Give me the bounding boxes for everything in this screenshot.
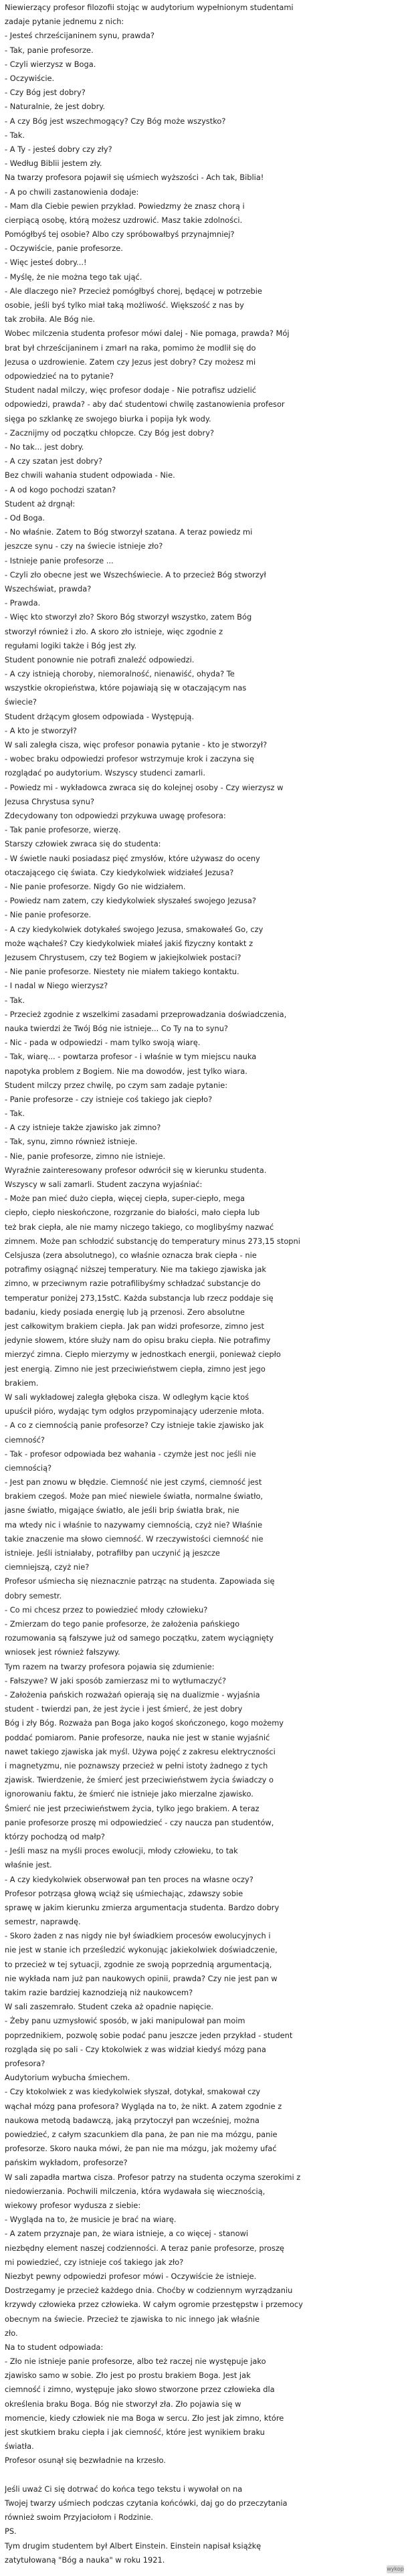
text-line: naukowa metodą badawczą, jaką przytoczył pan wcześniej, można bbox=[5, 2115, 260, 2125]
watermark-badge: wykop bbox=[387, 2566, 404, 2572]
text-line: - Oczywiście. bbox=[5, 73, 55, 83]
text-line: świecie? bbox=[5, 697, 37, 707]
text-line: sprawę w jakim kierunku zmierza argumentacja studenta. Bardzo dobry bbox=[5, 1902, 280, 1912]
text-line: - Od Boga. bbox=[5, 513, 45, 523]
text-line: otaczającego cię świata. Czy kiedykolwiek widziałeś Jezusa? bbox=[5, 867, 234, 877]
text-line: Tym drugim studentem był Albert Einstein. Einstein napisał książkę bbox=[5, 2541, 262, 2551]
text-line: ciemniejszą, czyż nie? bbox=[5, 1562, 90, 1572]
text-line: Pomógłbyś tej osobie? Albo czy spróbowałbyś przynajmniej? bbox=[5, 229, 235, 240]
text-line: upuścił pióro, wydając tym odgłos przypominający uderzenie młota. bbox=[5, 1406, 264, 1416]
text-line: - Czy Bóg jest dobry? bbox=[5, 88, 86, 98]
text-line: ciemność? bbox=[5, 1435, 45, 1445]
text-line: - Tak. bbox=[5, 995, 25, 1005]
text-line: wszystkie okropieństwa, które pojawiają się w otaczającym nas bbox=[5, 683, 247, 693]
text-line: Dostrzegamy je przecież każdego dnia. Choćby w codziennym wyrządzaniu bbox=[5, 2286, 293, 2296]
text-line: - A czy szatan jest dobry? bbox=[5, 456, 103, 466]
text-line: - Jest pan znowu w błędzie. Ciemność nie jest czymś, ciemność jest bbox=[5, 1477, 262, 1487]
text-line: wąchał mózg pana profesora? Wygląda na to, że nikt. A zatem zgodnie z bbox=[5, 2101, 282, 2111]
text-line: Zdecydowany ton odpowiedzi przykuwa uwagę profesora: bbox=[5, 811, 226, 821]
text-line: którzy pochodzą od małp? bbox=[5, 1831, 105, 1841]
text-line: Jezusa Chrystusa synu? bbox=[5, 796, 95, 806]
text-line: - Czyli wierzysz w Boga. bbox=[5, 59, 96, 69]
text-line: - Wygląda na to, że musicie je brać na wiarę. bbox=[5, 2215, 177, 2225]
text-line: - Nic - pada w odpowiedzi - mam tylko swoją wiarę. bbox=[5, 1038, 201, 1048]
text-line: - Jesteś chrześcijaninem synu, prawda? bbox=[5, 31, 155, 41]
text-line: nauka twierdzi że Twój Bóg nie istnieje... Co Ty na to synu? bbox=[5, 1023, 228, 1033]
text-line: zatytułowaną "Bóg a nauka" w roku 1921. bbox=[5, 2555, 165, 2565]
text-line: brakiem czegoś. Może pan mieć niewiele światła, normalne światło, bbox=[5, 1491, 264, 1501]
text-line: - Więc jesteś dobry...! bbox=[5, 258, 87, 268]
text-line: - Zmierzam do tego panie profesorze, że założenia pańskiego bbox=[5, 1619, 240, 1629]
text-line: profesora? bbox=[5, 2059, 45, 2069]
text-line: W sali wykładowej zaległa głęboka cisza. W odległym kącie ktoś bbox=[5, 1392, 249, 1402]
text-line: - A po chwili zastanowienia dodaje: bbox=[5, 187, 139, 197]
text-line: powiedzieć, z całym szacunkiem dla pana, że pan nie ma mózgu, panie bbox=[5, 2130, 278, 2139]
text-line: - Tak - profesor odpowiada bez wahania - czymże jest noc jeśli nie bbox=[5, 1449, 256, 1459]
text-line: jest energią. Zimno nie jest przeciwieństwem ciepła, zimno jest jego bbox=[5, 1364, 266, 1374]
text-line: semestr, naprawdę. bbox=[5, 1917, 81, 1927]
text-line: - A czy kiedykolwiek obserwował pan ten proces na własne oczy? bbox=[5, 1874, 253, 1884]
text-line: zadaje pytanie jednemu z nich: bbox=[5, 17, 124, 27]
text-line: temperatur poniżej 273,15stC. Każda substancja lub rzecz poddaje się bbox=[5, 1293, 274, 1303]
text-line: rozglądać po audytorium. Wszyscy studenci zamarli. bbox=[5, 768, 205, 778]
text-line: tak zrobiła. Ale Bóg nie. bbox=[5, 314, 96, 325]
text-line: ciemnością? bbox=[5, 1463, 52, 1473]
text-line: poddać pomiarom. Panie profesorze, nauka nie jest w stanie wyjaśnić bbox=[5, 1732, 270, 1742]
text-line: Bez chwili wahania student odpowiada - Nie. bbox=[5, 470, 175, 480]
text-line: - Czy ktokolwiek z was kiedykolwiek słyszał, dotykał, smakował czy bbox=[5, 2087, 261, 2097]
text-line: Tym razem na twarzy profesora pojawia się zdumienie: bbox=[5, 1661, 215, 1671]
text-line: Student milczy przez chwilę, po czym sam zadaje pytanie: bbox=[5, 1080, 228, 1090]
text-line: - wobec braku odpowiedzi profesor wstrzymuje krok i zaczyna się bbox=[5, 754, 254, 764]
text-line: osobie, jeśli byś tylko miał taką możliwość. Większość z nas by bbox=[5, 300, 244, 310]
text-line: Student ponownie nie potrafi znaleźć odpowiedzi. bbox=[5, 654, 195, 664]
text-line: rozgląda się po sali - Czy ktokolwiek z was widział kiedyś mózg pana bbox=[5, 2044, 266, 2054]
text-line: Na twarzy profesora pojawił się uśmiech wyższości - Ach tak, Biblia! bbox=[5, 173, 264, 183]
text-line: obecnym na świecie. Przecież te zjawiska to nic innego jak właśnie bbox=[5, 2314, 260, 2324]
text-line: - Tak, wiarę... - powtarza profesor - i właśnie w tym miejscu nauka bbox=[5, 1052, 257, 1062]
text-line: zjawisk. Twierdzenie, że śmierć jest przeciwieństwem życia świadczy o bbox=[5, 1775, 274, 1785]
text-line: Twojej twarzy uśmiech podczas czytania końcówki, daj go do przeczytania bbox=[5, 2498, 288, 2508]
text-line: Audytorium wybucha śmiechem. bbox=[5, 2073, 130, 2083]
text-line: Wszechświat, prawda? bbox=[5, 583, 92, 593]
text-line: student - twierdzi pan, że jest życie i jest śmierć, że jest dobry bbox=[5, 1704, 243, 1714]
text-line: - Tak, panie profesorze. bbox=[5, 45, 94, 55]
text-line: odpowiedzi, prawda? - aby dać studentowi chwilę zastanowienia profesor bbox=[5, 399, 285, 409]
text-line: - Panie profesorze - czy istnieje coś takiego jak ciepło? bbox=[5, 1094, 213, 1104]
text-line: odpowiedzieć na to pytanie? bbox=[5, 371, 114, 381]
text-line: profesorze. Skoro nauka mówi, że pan nie ma mózgu, jak możemy ufać bbox=[5, 2144, 277, 2154]
text-line: jest skutkiem braku ciepła i jak ciemność, które jest wynikiem braku bbox=[5, 2427, 265, 2437]
text-line: regułami logiki także i Bóg jest zły. bbox=[5, 640, 137, 650]
text-line: pańskim wykładom, profesorze? bbox=[5, 2158, 128, 2168]
text-line: - Istnieje panie profesorze ... bbox=[5, 555, 114, 565]
text-line: Wobec milczenia studenta profesor mówi dalej - Nie pomaga, prawda? Mój bbox=[5, 329, 290, 339]
text-line: - A kto je stworzył? bbox=[5, 725, 77, 735]
text-line: niezbędny element naszej codzienności. A teraz panie profesorze, proszę bbox=[5, 2243, 284, 2253]
text-line: Starszy człowiek zwraca się do studenta: bbox=[5, 839, 161, 849]
text-line: - Tak panie profesorze, wierzę. bbox=[5, 825, 121, 835]
text-line: - Żeby panu uzmysłowić sposób, w jaki manipulował pan moim bbox=[5, 2016, 245, 2026]
text-line: brat był chrześcijaninem i zmarł na raka, pomimo że modlił się do bbox=[5, 343, 256, 353]
text-line: - I nadal w Niego wierzysz? bbox=[5, 981, 108, 991]
text-line: Student aż drgnął: bbox=[5, 498, 76, 509]
text-line: Śmierć nie jest przeciwieństwem życia, tylko jego brakiem. A teraz bbox=[5, 1803, 260, 1813]
text-line: Student nadal milczy, więc profesor dodaje - Nie potrafisz udzielić bbox=[5, 385, 257, 395]
text-line: Student drżącym głosem odpowiada - Występują. bbox=[5, 711, 194, 721]
text-line: - Nie panie profesorze. Niestety nie miałem takiego kontaktu. bbox=[5, 967, 239, 977]
text-line: ma wtedy nic i właśnie to nazywamy ciemnością, czyż nie? Właśnie bbox=[5, 1520, 263, 1530]
text-line: - Zło nie istnieje panie profesorze, albo też raczej nie występuje jako bbox=[5, 2357, 266, 2367]
text-line: - A Ty - jesteś dobry czy zły? bbox=[5, 144, 112, 154]
text-line: Wyraźnie zainteresowany profesor odwrócił się w kierunku studenta. bbox=[5, 1165, 267, 1175]
text-line: jeszcze synu - czy na świecie istnieje zło? bbox=[5, 541, 163, 551]
text-line: wniosek jest również fałszywy. bbox=[5, 1647, 120, 1657]
text-line: to przecież w tej sytuacji, zgodnie ze swoją poprzednią argumentacją, bbox=[5, 1959, 272, 1969]
text-line: określenia braku Boga. Bóg nie stworzył zła. Zło pojawia się w bbox=[5, 2399, 241, 2409]
text-line: - Mam dla Ciebie pewien przykład. Powiedzmy że znasz chorą i bbox=[5, 201, 245, 211]
text-line: Profesor potrząsa głową wciąż się uśmiechając, zdawszy sobie bbox=[5, 1888, 243, 1898]
text-line: - Jeśli masz na myśli proces ewolucji, młody człowieku, to tak bbox=[5, 1846, 238, 1856]
text-line: jest całkowitym brakiem ciepła. Jak pan widzi profesorze, zimno jest bbox=[5, 1321, 264, 1331]
text-line: sięga po szklankę ze swojego biurka i popija łyk wody. bbox=[5, 413, 211, 424]
text-line: zło. bbox=[5, 2328, 18, 2338]
text-line: Jezusem Chrystusem, czy też Bogiem w jakiejkolwiek postaci? bbox=[5, 952, 241, 962]
text-line: mierzyć zimna. Ciepło mierzymy w jednostkach energii, ponieważ ciepło bbox=[5, 1350, 281, 1360]
text-line: jedynie słowem, które służy nam do opisu braku ciepła. Nie potrafimy bbox=[5, 1336, 271, 1346]
text-line: - Więc kto stworzył zło? Skoro Bóg stworzył wszystko, zatem Bóg bbox=[5, 612, 252, 622]
text-line: Bóg i zły Bóg. Rozważa pan Boga jako kogoś skończonego, kogo możemy bbox=[5, 1718, 284, 1728]
text-line: ciepło, ciepło nieskończone, rozgrzanie do białości, mało ciepła lub bbox=[5, 1208, 260, 1218]
text-line: - A od kogo pochodzi szatan? bbox=[5, 484, 116, 494]
text-line: - A czy kiedykolwiek dotykałeś swojego Jezusa, smakowałeś Go, czy bbox=[5, 924, 264, 934]
text-line: - Powiedz nam zatem, czy kiedykolwiek słyszałeś swojego Jezusa? bbox=[5, 896, 256, 906]
text-line: badaniu, kiedy posiada energię lub ją przenosi. Zero absolutne bbox=[5, 1307, 245, 1317]
text-line: - Według Biblii jestem zły. bbox=[5, 159, 102, 169]
text-line: Na to student odpowiada: bbox=[5, 2342, 104, 2352]
text-line: niedowierzania. Pochwili milczenia, która wydawała się wiecznością, bbox=[5, 2186, 266, 2196]
text-line: - Założenia pańskich rozważań opierają się na dualizmie - wyjaśnia bbox=[5, 1690, 260, 1699]
text-line: zimno, w przeciwnym razie potrafilibyśmy schładzać substancje do bbox=[5, 1279, 261, 1289]
text-line: - Zacznijmy od początku chłopcze. Czy Bóg jest dobry? bbox=[5, 428, 214, 438]
text-line: - Naturalnie, że jest dobry. bbox=[5, 102, 106, 112]
text-line: - No tak... jest dobry. bbox=[5, 442, 84, 452]
text-line: nawet takiego zjawiska jak myśl. Używa pojęć z zakresu elektryczności bbox=[5, 1746, 276, 1756]
text-line: - Prawda. bbox=[5, 598, 41, 608]
text-line: poprzednikiem, pozwolę sobie podać panu jeszcze jeden przykład - student bbox=[5, 2030, 293, 2040]
text-line: Jeśli uważ Ci się dotrwać do końca tego tekstu i wywołał on na bbox=[5, 2484, 243, 2494]
text-line: stworzył również i zło. A skoro zło istnieje, więc zgodnie z bbox=[5, 626, 223, 636]
text-line: - Tak. bbox=[5, 1109, 25, 1119]
text-line: Celsjusza (zera absolutnego), co właśnie oznacza brak ciepła - nie bbox=[5, 1251, 257, 1261]
text-line: Niewierzący profesor filozofii stojąc w audytorium wypełnionym studentami bbox=[5, 3, 294, 12]
text-line: rozumowania są fałszywe już od samego początku, zatem wyciągnięty bbox=[5, 1633, 274, 1643]
text-line: również swoim Przyjaciołom i Rodzinie. bbox=[5, 2512, 153, 2522]
text-line: - W świetle nauki posiadasz pięć zmysłów, które używasz do oceny bbox=[5, 853, 260, 863]
text-line: - Co mi chcesz przez to powiedzieć młody człowieku? bbox=[5, 1604, 208, 1615]
text-line: Niezbyt pewny odpowiedzi profesor mówi - Oczywiście że istnieje. bbox=[5, 2271, 257, 2281]
text-line: też brak ciepła, ale nie mamy niczego takiego, co moglibyśmy nazwać bbox=[5, 1222, 274, 1232]
text-line: momencie, kiedy człowiek nie ma Boga w sercu. Zło jest jak zimno, które bbox=[5, 2413, 284, 2423]
text-line: - A zatem przyznaje pan, że wiara istnieje, a co więcej - stanowi bbox=[5, 2229, 249, 2239]
text-line: istnieje. Jeśli istniałaby, potrafiłby pan uczynić ją jeszcze bbox=[5, 1548, 220, 1558]
text-line: światła. bbox=[5, 2442, 34, 2452]
text-line: - Może pan mieć dużo ciepła, więcej ciepła, super-ciepło, mega bbox=[5, 1194, 245, 1204]
text-line: Profesor osunął się bezwładnie na krzesło. bbox=[5, 2456, 166, 2466]
text-line: - Nie, panie profesorze, zimno nie istnieje. bbox=[5, 1151, 166, 1161]
text-line: nie jest w stanie ich prześledzić wykonując jakiekolwiek doświadczenie, bbox=[5, 1945, 278, 1955]
text-line: - A co z ciemnością panie profesorze? Czy istnieje takie zjawisko jak bbox=[5, 1420, 264, 1431]
text-line: W sali zaległa cisza, więc profesor ponawia pytanie - kto je stworzył? bbox=[5, 740, 268, 750]
text-line: - A czy Bóg jest wszechmogący? Czy Bóg może wszystko? bbox=[5, 116, 226, 126]
text-line: - Nie panie profesorze. Nigdy Go nie widziałem. bbox=[5, 881, 186, 891]
text-line: - Tak. bbox=[5, 130, 25, 140]
text-line: - Skoro żaden z nas nigdy nie był świadkiem procesów ewolucyjnych i bbox=[5, 1931, 271, 1941]
text-line: ignorowaniu faktu, że śmierć nie istnieje jako mierzalne zjawisko. bbox=[5, 1789, 253, 1799]
text-line: krzywdy człowieka przez człowieka. W całym ogromie przestępstw i przemocy bbox=[5, 2300, 303, 2310]
text-line: - No właśnie. Zatem to Bóg stworzył szatana. A teraz powiedz mi bbox=[5, 527, 253, 537]
text-line: Wszyscy w sali zamarli. Student zaczyna wyjaśniać: bbox=[5, 1180, 203, 1190]
text-line: dobry semestr. bbox=[5, 1590, 62, 1600]
text-line: Jezusa o uzdrowienie. Zatem czy Jezus jest dobry? Czy możesz mi bbox=[5, 357, 256, 367]
text-line: - Oczywiście, panie profesorze. bbox=[5, 244, 123, 254]
text-line: PS. bbox=[5, 2526, 17, 2537]
text-line: W sali zaszemrało. Student czeka aż opadnie napięcie. bbox=[5, 2002, 214, 2012]
text-line: i magnetyzmu, nie poznawszy przecież w pełni istoty żadnego z tych bbox=[5, 1760, 268, 1770]
text-line: Profesor uśmiecha się nieznacznie patrząc na studenta. Zapowiada się bbox=[5, 1576, 275, 1586]
text-line: napotyka problem z Bogiem. Nie ma dowodów, jest tylko wiara. bbox=[5, 1066, 247, 1076]
text-line: może wąchałeś? Czy kiedykolwiek miałeś jakiś fizyczny kontakt z bbox=[5, 938, 253, 948]
text-line: jasne światło, migające światło, ale jeśli brip światła brak, nie bbox=[5, 1505, 239, 1515]
text-line: właśnie jest. bbox=[5, 1860, 52, 1870]
text-line: - Fałszywe? W jaki sposób zamierzasz mi to wytłumaczyć? bbox=[5, 1675, 227, 1685]
text-line: nie wykłada nam już pan naukowych opinii, prawda? Czy nie jest pan w bbox=[5, 1973, 278, 1983]
text-line: - Powiedz mi - wykładowca zwraca się do kolejnej osoby - Czy wierzysz w bbox=[5, 782, 284, 792]
text-line: mi powiedzieć, czy istnieje coś takiego jak zło? bbox=[5, 2257, 184, 2267]
text-line: - Tak, synu, zimno również istnieje. bbox=[5, 1137, 138, 1147]
text-line: - A czy istnieje także zjawisko jak zimno? bbox=[5, 1123, 161, 1133]
text-line: ciemność i zimno, występuje jako słowo stworzone przez człowieka dla bbox=[5, 2385, 275, 2395]
text-line: - Przecież zgodnie z wszelkimi zasadami przeprowadzania doświadczenia, bbox=[5, 1009, 287, 1019]
text-line: W sali zapadła martwa cisza. Profesor patrzy na studenta oczyma szerokimi z bbox=[5, 2172, 301, 2182]
text-line: - Nie panie profesorze. bbox=[5, 910, 92, 920]
text-line: takie znaczenie ma słowo ciemność. W rzeczywistości ciemność nie bbox=[5, 1534, 264, 1544]
text-line: - A czy istnieją choroby, niemoralność, nienawiść, ohyda? Te bbox=[5, 669, 235, 679]
text-line: takim razie bardziej kaznodzieją niż naukowcem? bbox=[5, 1988, 193, 1998]
text-line: potrafimy osiągnąć niższej temperatury. Nie ma takiego zjawiska jak bbox=[5, 1265, 266, 1275]
text-line: - Ale dlaczego nie? Przecież pomógłbyś chorej, będącej w potrzebie bbox=[5, 286, 262, 296]
text-line: brakiem. bbox=[5, 1378, 39, 1388]
text-line: panie profesorze proszę mi odpowiedzieć - czy naucza pan studentów, bbox=[5, 1817, 274, 1827]
text-line: - Czyli zło obecne jest we Wszechświecie. A to przecież Bóg stworzył bbox=[5, 569, 266, 579]
text-line: zimnem. Może pan schłodzić substancję do temperatury minus 273,15 stopni bbox=[5, 1236, 300, 1246]
text-line: - Myślę, że nie można tego tak ująć. bbox=[5, 272, 142, 282]
text-line: cierpiącą osobę, którą możesz uzdrowić. Masz takie zdolności. bbox=[5, 215, 243, 225]
text-line: zjawisko samo w sobie. Zło jest po prostu brakiem Boga. Jest jak bbox=[5, 2371, 251, 2381]
text-line: wiekowy profesor wydusza z siebie: bbox=[5, 2200, 141, 2210]
